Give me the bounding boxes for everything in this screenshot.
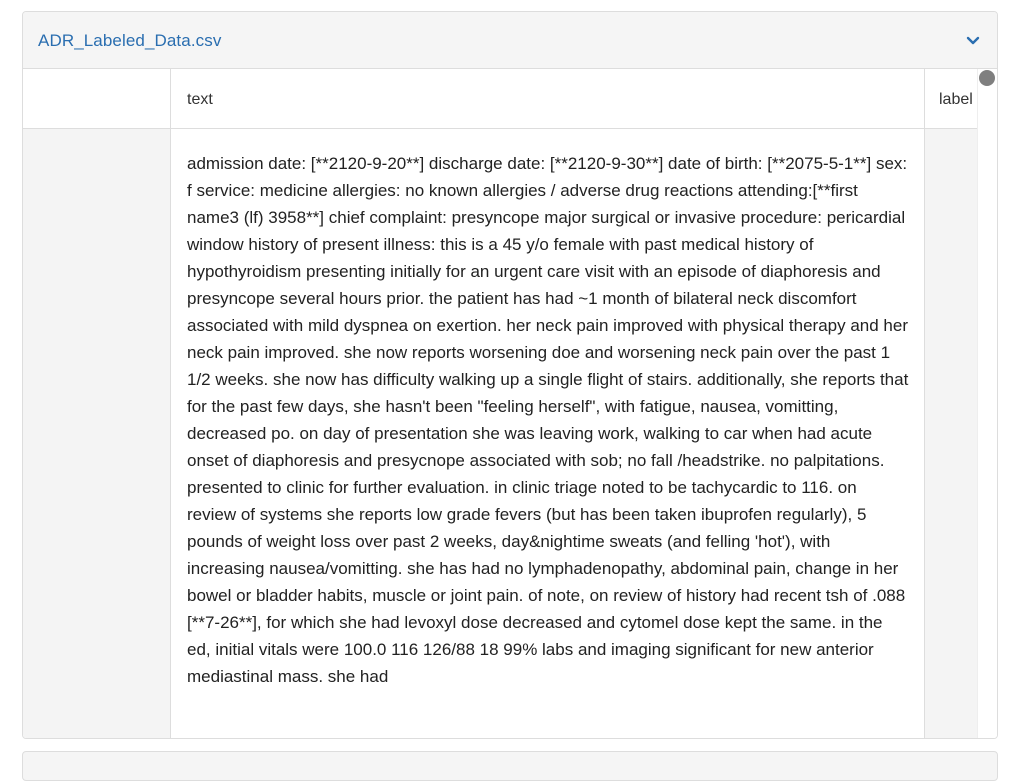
column-header-label[interactable]: label xyxy=(939,91,973,108)
table-header-row xyxy=(23,69,977,129)
index-column xyxy=(23,69,171,739)
scrollbar-thumb[interactable] xyxy=(979,70,995,86)
panel-heading[interactable] xyxy=(23,12,997,69)
table-cell-text: admission date: [**2120-9-20**] discharge date: [**2120-9-30**] date of birth: [**2075-5-1**] sex: f service: medicine allergies: no known allergies / adverse drug reactions attending:[**first name3 (lf) 3958**] chief complaint: presyncope major surgical or invasive procedure: pericardial window history of present illness: this is a 45 y/o female with past medical history of hypothyroidism presenting initially for an urgent care visit with an episode of diaphoresis and presyncope several hours prior. the patient has had ~1 month of bilateral neck discomfort associated with mild dyspnea on exertion. her neck pain improved with physical therapy and her neck pain improved. she now reports worsening doe and worsening neck pain over the past 1 1/2 weeks. she now has difficulty walking up a single flight of stairs. additionally, she reports that for the past few days, she hasn't been "feeling herself", with fatigue, nausea, vomitting, decreased po. on day of presentation she was leaving work, walking to car when had acute onset of diaphoresis and presycnope associated with sob; no fall /headstrike. no palpitations. presented to clinic for further evaluation. in clinic triage noted to be tachycardic to 116. on review of systems she reports low grade fevers (but has been taken ibuprofen regularly), 5 pounds of weight loss over past 2 weeks, day&nightime sweats (and felling 'hot'), with increasing nausea/vomitting. she has had no lymphadenopathy, abdominal pain, change in her bowel or bladder habits, muscle or joint pain. of note, on review of history had recent tsh of .088 [**7-26**], for which she had levoxyl dose decreased and cytomel dose kept the same. in the ed, initial vitals were 100.0 116 126/88 18 99% labs and imaging significant for new anterior mediastinal mass. she had xyxy=(187,154,909,686)
chevron-down-icon[interactable] xyxy=(963,30,983,50)
next-panel-heading[interactable] xyxy=(22,751,998,781)
column-header-text[interactable]: text xyxy=(187,91,213,108)
data-table xyxy=(23,69,997,739)
label-column xyxy=(924,69,977,739)
horizontal-scroll-track[interactable] xyxy=(977,69,997,739)
file-title[interactable]: ADR_Labeled_Data.csv xyxy=(38,31,222,50)
file-panel xyxy=(22,11,998,739)
